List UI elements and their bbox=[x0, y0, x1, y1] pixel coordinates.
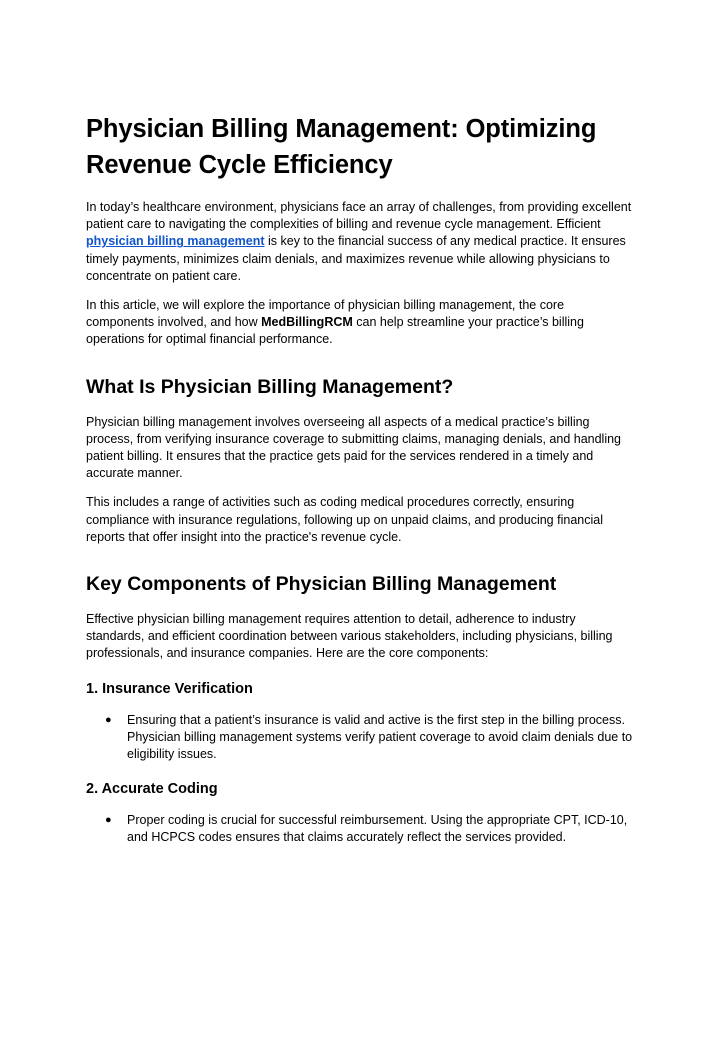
subheading-insurance-verification: 1. Insurance Verification bbox=[86, 680, 253, 697]
section1-paragraph-1: Physician billing management involves overseeing all aspects of a medical practice’s billing process, from verifying insurance coverage to submitting claims, managing denials, and handling patient billing. It ensures that the practice gets paid for the services rendered in a timely and accurate manner. bbox=[86, 414, 622, 481]
document-page bbox=[0, 111, 720, 1042]
subheading-accurate-coding: 2. Accurate Coding bbox=[86, 781, 218, 798]
section2-paragraph-1: Effective physician billing management requires attention to detail, adherence to industry standards, and efficient coordination between various stakeholders, including physicians, billing professionals, and insurance companies. Here are the core components: bbox=[86, 612, 613, 661]
bullet-icon: ● bbox=[105, 713, 112, 726]
intro-2-text-end: can help streamline your practice’s billing operations for optimal financial performance. bbox=[86, 315, 584, 347]
section1-paragraph-2: This includes a range of activities such as coding medical procedures correctly, ensuring compliance with insurance regulations, following up on unpaid claims, and producing financial reports that offer insight into the practice's revenue cycle. bbox=[86, 495, 603, 544]
page-title: Physician Billing Management: Optimizing Revenue Cycle Efficiency bbox=[86, 115, 597, 179]
physician-billing-management-link[interactable]: physician billing management bbox=[86, 234, 265, 249]
intro-text-end: is key to the financial success of any medical practice. It ensures timely payments, minimizes claim denials, and maximizes revenue while allowing physicians to concentrate on patient care. bbox=[86, 234, 626, 283]
company-name: MedBillingRCM bbox=[261, 315, 353, 330]
list-item-text: Ensuring that a patient’s insurance is valid and active is the first step in the billing process. Physician billing management systems verify patient coverage to avoid claim denials due to eligibility issues. bbox=[127, 712, 633, 762]
insurance-verification-list bbox=[86, 712, 634, 764]
intro-2-text-start: In this article, we will explore the importance of physician billing management, the core components involved, and how bbox=[86, 298, 565, 330]
intro-paragraph-1 bbox=[86, 199, 634, 285]
intro-text-start: In today’s healthcare environment, physicians face an array of challenges, from providing excellent patient care to navigating the complexities of billing and revenue cycle management. Efficient bbox=[86, 200, 632, 232]
list-item bbox=[86, 812, 634, 846]
section-heading-key-components: Key Components of Physician Billing Management bbox=[86, 573, 557, 596]
bullet-icon: ● bbox=[105, 814, 112, 827]
list-item-text: Proper coding is crucial for successful reimbursement. Using the appropriate CPT, ICD-10, and HCPCS codes ensures that claims accurately reflect the services provided. bbox=[127, 813, 628, 845]
list-item bbox=[86, 712, 634, 764]
intro-paragraph-2 bbox=[86, 297, 634, 349]
accurate-coding-list bbox=[86, 812, 634, 846]
section-heading-what-is: What Is Physician Billing Management? bbox=[86, 375, 454, 398]
